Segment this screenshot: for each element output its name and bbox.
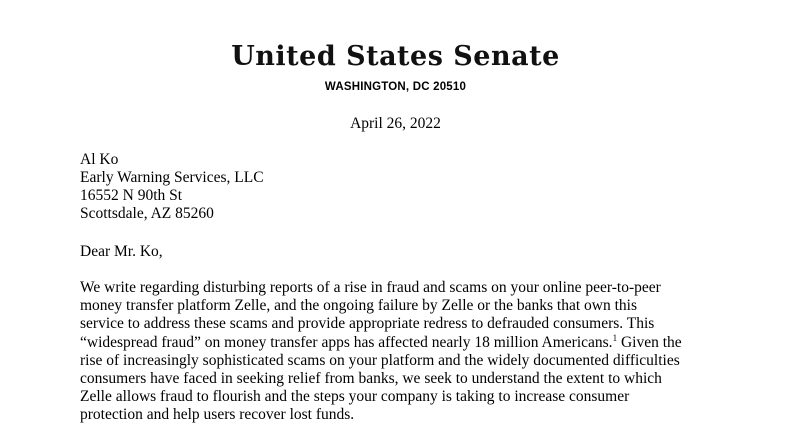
letterhead-title: United States Senate (231, 41, 560, 72)
body-paragraph (80, 279, 720, 425)
paragraph-line: money transfer platform Zelle, and the ongoing failure by Zelle or the banks that own this (80, 297, 637, 315)
paragraph-line: consumers have faced in seeking relief from banks, we seek to understand the extent to which (80, 370, 662, 388)
salutation: Dear Mr. Ko, (80, 243, 163, 260)
recipient-address (80, 151, 264, 223)
paragraph-line: protection and help users recover lost funds. (80, 406, 355, 424)
paragraph-line: rise of increasingly sophisticated scams on your platform and the widely documented difficulties (80, 351, 680, 369)
footnote-marker[interactable]: 1 (612, 332, 618, 343)
paragraph-line: service to address these scams and provide appropriate redress to defrauded consumers. This (80, 315, 655, 333)
letterhead-location: WASHINGTON, DC 20510 (324, 81, 467, 93)
recipient-name: Al Ko (80, 151, 119, 168)
paragraph-line (80, 334, 720, 352)
paragraph-text: “widespread fraud” on money transfer apps has affected nearly 18 million Americans. (80, 333, 613, 351)
paragraph-text: Given the (617, 333, 682, 351)
letter-date: April 26, 2022 (350, 115, 441, 132)
recipient-company: Early Warning Services, LLC (80, 169, 264, 186)
paragraph-line: Zelle allows fraud to flourish and the steps your company is taking to increase consumer (80, 388, 630, 406)
recipient-city-state-zip: Scottsdale, AZ 85260 (80, 205, 214, 222)
paragraph-line: We write regarding disturbing reports of a rise in fraud and scams on your online peer-to-peer (80, 279, 661, 296)
recipient-street: 16552 N 90th St (80, 187, 183, 204)
